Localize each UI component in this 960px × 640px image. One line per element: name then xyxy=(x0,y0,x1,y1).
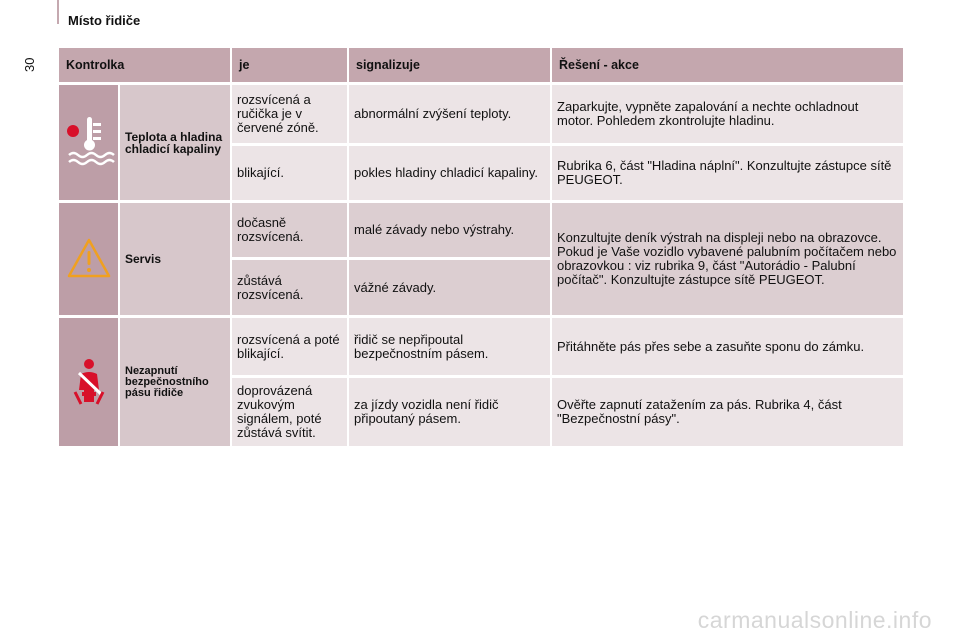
cell-signalizuje: pokles hladiny chladicí kapaliny. xyxy=(349,146,550,200)
warning-name-seatbelt: Nezapnutí bezpečnostního pásu řidiče xyxy=(120,318,230,446)
column-header-signalizuje: signalizuje xyxy=(349,48,550,82)
cell-je: rozsvícená a ručička je v červené zóně. xyxy=(232,85,347,143)
seatbelt-warning-light xyxy=(59,318,118,446)
warning-name-service: Servis xyxy=(120,203,230,315)
cell-reseni: Rubrika 6, část "Hladina náplní". Konzultujte zástupce sítě PEUGEOT. xyxy=(552,146,903,200)
column-header-reseni: Řešení - akce xyxy=(552,48,903,82)
page-number: 30 xyxy=(22,57,37,72)
cell-je: doprovázená zvukovým signálem, poté zůstává svítit. xyxy=(232,378,347,446)
cell-reseni: Konzultujte deník výstrah na displeji nebo na obrazovce. Pokud je Vaše vozidlo vybavené palubním počítačem nebo obrazovkou : viz rubrika 9, část "Autorádio - Palubní počítač". Konzultujte zástupce sítě PEUGEOT. xyxy=(552,203,903,315)
cell-je: dočasně rozsvícená. xyxy=(232,203,347,257)
cell-reseni: Přitáhněte pás přes sebe a zasuňte sponu do zámku. xyxy=(552,318,903,375)
column-header-kontrolka: Kontrolka xyxy=(59,48,230,82)
coolant-warning-light xyxy=(59,85,118,200)
warning-lights-table xyxy=(57,45,905,449)
table-row xyxy=(59,203,903,257)
warning-triangle-icon xyxy=(65,236,113,280)
cell-reseni: Ověřte zapnutí zatažením za pás. Rubrika 4, část "Bezpečnostní pásy". xyxy=(552,378,903,446)
cell-signalizuje: abnormální zvýšení teploty. xyxy=(349,85,550,143)
cell-signalizuje: za jízdy vozidla není řidič připoutaný pásem. xyxy=(349,378,550,446)
cell-je: rozsvícená a poté blikající. xyxy=(232,318,347,375)
table-row xyxy=(59,318,903,375)
cell-signalizuje: řidič se nepřipoutal bezpečnostním pásem. xyxy=(349,318,550,375)
warning-name-coolant: Teplota a hladina chladicí kapaliny xyxy=(120,85,230,200)
service-warning-light xyxy=(59,203,118,315)
cell-je: zůstává rozsvícená. xyxy=(232,260,347,315)
cell-je: blikající. xyxy=(232,146,347,200)
section-title: Místo řidiče xyxy=(68,13,141,28)
coolant-temperature-icon xyxy=(63,111,115,171)
cell-reseni: Zaparkujte, vypněte zapalování a nechte ochladnout motor. Pohledem zkontrolujte hladinu. xyxy=(552,85,903,143)
cell-signalizuje: malé závady nebo výstrahy. xyxy=(349,203,550,257)
cell-signalizuje: vážné závady. xyxy=(349,260,550,315)
table-row xyxy=(59,85,903,143)
side-rule xyxy=(57,0,59,24)
seatbelt-icon xyxy=(67,356,111,406)
watermark: carmanualsonline.info xyxy=(697,607,932,633)
column-header-je: je xyxy=(232,48,347,82)
table-header-row xyxy=(59,48,903,82)
